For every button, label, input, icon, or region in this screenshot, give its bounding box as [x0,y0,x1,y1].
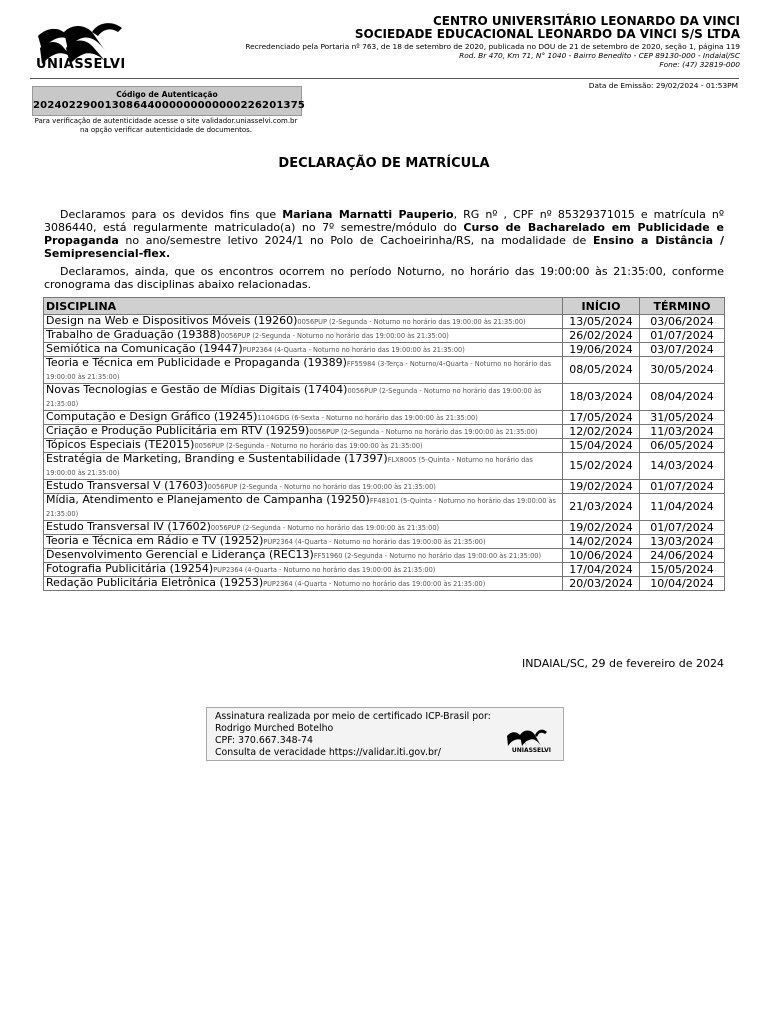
discipline-name: Desenvolvimento Gerencial e Liderança (REC13) [46,548,314,561]
end-date: 03/06/2024 [640,315,725,329]
discipline-cell [44,494,563,521]
start-date: 15/04/2024 [563,439,640,453]
discipline-cell [44,343,563,357]
discipline-name: Computação e Design Gráfico (19245) [46,410,258,423]
discipline-schedule: PUP2364 (4-Quarta - Noturno no horário das 19:00:00 às 21:35:00) [263,580,486,588]
discipline-name: Semiótica na Comunicação (19447) [46,342,243,355]
signer-cpf: CPF: 370.667.348-74 [215,735,313,746]
end-date: 15/05/2024 [640,563,725,577]
end-date: 06/05/2024 [640,439,725,453]
discipline-cell [44,384,563,411]
discipline-cell [44,439,563,453]
institution-company: SOCIEDADE EDUCACIONAL LEONARDO DA VINCI S/S LTDA [354,27,740,41]
end-date: 03/07/2024 [640,343,725,357]
discipline-cell [44,480,563,494]
end-date: 30/05/2024 [640,357,725,384]
discipline-name: Mídia, Atendimento e Planejamento de Campanha (19250) [46,493,370,506]
table-row [44,480,725,494]
start-date: 19/02/2024 [563,521,640,535]
table-row [44,494,725,521]
document-title: DECLARAÇÃO DE MATRÍCULA [278,156,490,171]
discipline-cell [44,549,563,563]
header-termino: TÉRMINO [640,298,725,315]
table-row [44,315,725,329]
auth-note: Para verificação de autenticidade acesse o site validador.uniasselvi.com.br na opção verificar autenticidade de documentos. [34,117,298,134]
end-date: 13/03/2024 [640,535,725,549]
verification-link: Consulta de veracidade https://validar.iti.gov.br/ [215,747,441,758]
start-date: 19/06/2024 [563,343,640,357]
table-row [44,535,725,549]
start-date: 21/03/2024 [563,494,640,521]
para1-text-c: no ano/semestre letivo 2024/1 no Polo de Cachoeirinha/RS, na modalidade de [118,234,593,247]
discipline-schedule: 1104GDG (6-Sexta - Noturno no horário das 19:00:00 às 21:35:00) [257,414,478,422]
discipline-cell [44,425,563,439]
discipline-name: Design na Web e Dispositivos Móveis (19260) [46,314,298,327]
table-row [44,521,725,535]
end-date: 14/03/2024 [640,453,725,480]
end-date: 01/07/2024 [640,480,725,494]
address-text: Rod. Br 470, Km 71, N° 1040 - Bairro Benedito - CEP 89130-000 - Indaial/SC [459,51,740,60]
discipline-cell [44,315,563,329]
discipline-schedule: FF48101 (5-Quinta - Noturno no horário das 19:00:00 às 21:35:00) [46,497,556,518]
modality: Ensino a Distância / Semipresencial-flex. [44,234,725,260]
discipline-name: Criação e Produção Publicitária em RTV (19259) [46,424,310,437]
discipline-schedule: 0056PUP (2-Segunda - Noturno no horário das 19:00:00 às 21:35:00) [194,442,423,450]
end-date: 10/04/2024 [640,577,725,591]
institution-name: CENTRO UNIVERSITÁRIO LEONARDO DA VINCI [432,14,740,28]
small-logo-text: UNIASSELVI [511,747,551,754]
discipline-schedule: FF55984 (3-Terça - Noturno/4-Quarta - Noturno no horário das 19:00:00 às 21:35:00) [46,360,552,381]
logo-text: UNIASSELVI [36,57,126,72]
discipline-schedule: 0056PUP (2-Segunda - Noturno no horário das 19:00:00 às 21:35:00) [207,483,436,491]
start-date: 19/02/2024 [563,480,640,494]
discipline-name: Estudo Transversal V (17603) [46,479,208,492]
start-date: 20/03/2024 [563,577,640,591]
table-row [44,357,725,384]
header-disciplina: DISCIPLINA [44,298,563,315]
discipline-name: Teoria e Técnica em Rádio e TV (19252) [46,534,264,547]
auth-code-value: 20240229001308644000000000000226201375 [33,100,306,111]
table-header-row [44,298,725,315]
header-divider [30,78,739,79]
header-inicio: INÍCIO [563,298,640,315]
start-date: 15/02/2024 [563,453,640,480]
discipline-schedule: 0056PUP (2-Segunda - Noturno no horário das 19:00:00 às 21:35:00) [220,332,449,340]
discipline-schedule: PUP2364 (4-Quarta - Noturno no horário das 19:00:00 às 21:35:00) [263,538,486,546]
discipline-cell [44,535,563,549]
start-date: 17/05/2024 [563,411,640,425]
end-date: 31/05/2024 [640,411,725,425]
start-date: 08/05/2024 [563,357,640,384]
table-row [44,384,725,411]
end-date: 01/07/2024 [640,329,725,343]
discipline-cell [44,521,563,535]
signature-line-1: Assinatura realizada por meio de certificado ICP-Brasil por: [215,711,491,722]
start-date: 14/02/2024 [563,535,640,549]
schedule-paragraph: Declaramos, ainda, que os encontros ocorrem no período Noturno, no horário das 19:00:00 às 21:35:00, conforme cronograma das disciplinas abaixo relacionadas. [44,265,724,291]
auth-code-box [32,86,306,116]
table-row [44,439,725,453]
table-row [44,411,725,425]
discipline-name: Estudo Transversal IV (17602) [46,520,211,533]
discipline-name: Trabalho de Graduação (19388) [46,328,221,341]
city-date: INDAIAL/SC, 29 de fevereiro de 2024 [521,657,724,670]
discipline-cell [44,329,563,343]
end-date: 08/04/2024 [640,384,725,411]
discipline-name: Novas Tecnologias e Gestão de Mídias Digitais (17404) [46,383,348,396]
table-row [44,577,725,591]
table-row [44,425,725,439]
discipline-schedule: FLX8005 (5-Quinta - Noturno no horário das 19:00:00 às 21:35:00) [46,456,533,477]
discipline-cell [44,577,563,591]
end-date: 24/06/2024 [640,549,725,563]
digital-signature-box [206,707,564,761]
discipline-name: Fotografia Publicitária (19254) [46,562,214,575]
table-row [44,329,725,343]
start-date: 17/04/2024 [563,563,640,577]
discipline-name: Estratégia de Marketing, Branding e Sustentabilidade (17397) [46,452,388,465]
discipline-schedule: 0056PUP (2-Segunda - Noturno no horário das 19:00:00 às 21:35:00) [210,524,440,532]
start-date: 18/03/2024 [563,384,640,411]
discipline-cell [44,453,563,480]
start-date: 13/05/2024 [563,315,640,329]
table-row [44,343,725,357]
discipline-cell [44,357,563,384]
student-name: Mariana Marnatti Pauperio [282,208,454,221]
issue-date: Data de Emissão: 29/02/2024 - 01:53PM [588,81,738,90]
discipline-cell [44,411,563,425]
discipline-schedule: PUP2364 (4-Quarta - Noturno no horário das 19:00:00 às 21:35:00) [242,346,465,354]
end-date: 11/04/2024 [640,494,725,521]
para1-text-a: Declaramos para os devidos fins que [60,208,283,221]
course-name: Curso de Bacharelado em Publicidade e Propaganda [44,221,725,247]
disciplines-table [43,297,725,591]
table-row [44,563,725,577]
start-date: 26/02/2024 [563,329,640,343]
discipline-schedule: FF51960 (2-Segunda - Noturno no horário das 19:00:00 às 21:35:00) [313,552,542,560]
auth-code-label: Código de Autenticação [116,90,218,99]
discipline-schedule: 0056PUP (2-Segunda - Noturno no horário das 19:00:00 às 21:35:00) [46,387,542,408]
discipline-name: Tópicos Especiais (TE2015) [46,438,195,451]
end-date: 11/03/2024 [640,425,725,439]
discipline-name: Teoria e Técnica em Publicidade e Propaganda (19389) [46,356,347,369]
discipline-name: Redação Publicitária Eletrônica (19253) [46,576,264,589]
discipline-schedule: 0056PUP (2-Segunda - Noturno no horário das 19:00:00 às 21:35:00) [309,428,538,436]
para1-text-b: , RG nº , CPF nº 85329371015 e matrícula nº 3086440, está regularmente matriculado(a) no 7º semestre/módulo do [44,208,725,234]
discipline-schedule: PUP2364 (4-Quarta - Noturno no horário das 19:00:00 às 21:35:00) [213,566,436,574]
accreditation-text: Recredenciado pela Portaria nº 763, de 18 de setembro de 2020, publicada no DOU de 21 de setembro de 2020, seção 1, página 119 [245,42,740,51]
signer-name: Rodrigo Murched Botelho [215,723,334,734]
table-row [44,549,725,563]
start-date: 10/06/2024 [563,549,640,563]
discipline-schedule: 0056PUP (2-Segunda - Noturno no horário das 19:00:00 às 21:35:00) [297,318,526,326]
discipline-cell [44,563,563,577]
declaration-paragraph [44,208,724,260]
end-date: 01/07/2024 [640,521,725,535]
start-date: 12/02/2024 [563,425,640,439]
table-row [44,453,725,480]
phone-text: Fone: (47) 32819-000 [659,60,740,69]
